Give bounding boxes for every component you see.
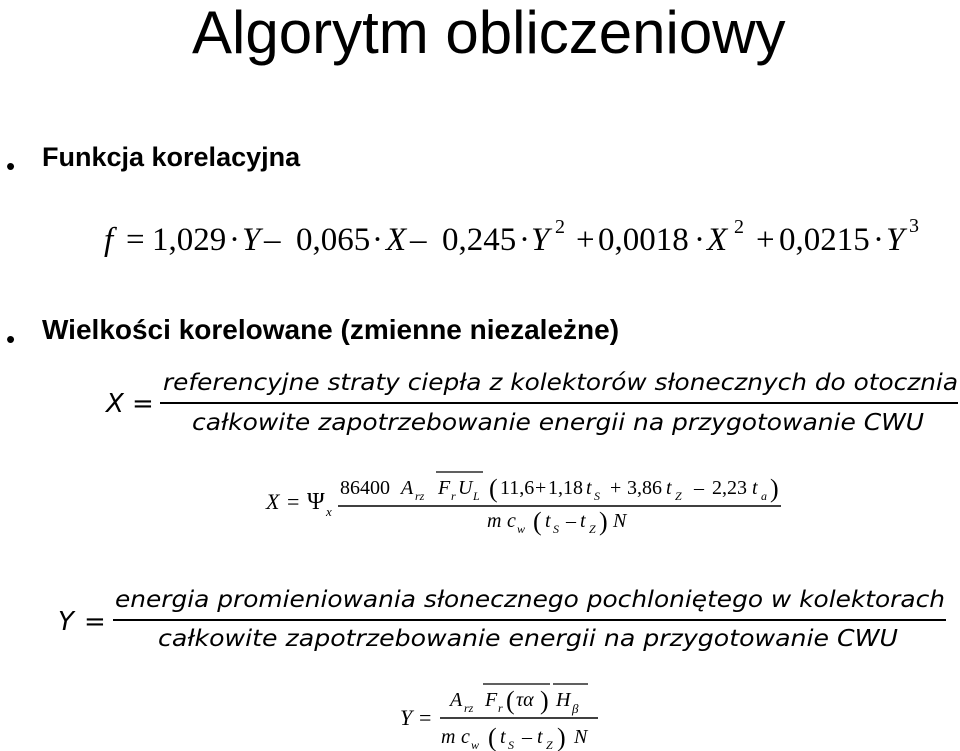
subscript: L [473,489,480,503]
subscript: r [498,701,503,715]
psi-symbol: Ψ [307,489,325,515]
var-y: Y [58,607,74,637]
constant: 2,23 [712,477,747,499]
plus-sign: + [756,222,775,258]
x-word-definition [104,370,958,436]
constant: 11,6 [500,477,535,499]
var-m: m [487,510,502,532]
y-formula [400,684,598,751]
equals-sign: = [132,389,154,419]
slide-title: Algorytm obliczeniowy [192,0,786,66]
subscript: w [517,522,526,536]
subscript: S [594,489,600,503]
minus-sign: – [410,222,427,258]
var-t: t [666,477,672,499]
coefficient-5: 0,0215 [779,222,870,258]
dot-operator: · [873,222,884,258]
var-n: N [613,510,627,532]
var-t: t [500,726,506,748]
var-y: Y [242,222,261,258]
subscript: rz [415,489,425,503]
subscript: Z [589,522,596,536]
paren-close: ) [557,723,566,751]
dot-operator: · [694,222,705,258]
dot-operator: · [519,222,530,258]
subscript: Z [546,738,553,751]
var-m: m [441,726,456,748]
fraction-numerator: energia promieniowania słonecznego pochloniętego w kolektorach [115,587,945,613]
constant: 1,18 [548,477,583,499]
var-f: F [438,477,451,499]
paren-open: ( [488,723,497,751]
var-n: N [574,726,588,748]
subscript: β [572,701,579,716]
var-y: Y [886,222,905,258]
x-formula [265,472,781,536]
exponent: 2 [734,216,744,238]
var-h: H [556,689,571,711]
fraction-denominator: całkowite zapotrzebowanie energii na przygotowanie CWU [192,410,925,436]
constant: 86400 [340,477,390,499]
var-x: X [386,222,407,258]
var-a: A [401,477,414,499]
exponent: 2 [555,216,565,238]
coefficient-3: 0,245 [442,222,517,258]
var-t: t [545,510,551,532]
coefficient-4: 0,0018 [598,222,689,258]
correlation-function-equation [104,215,919,258]
var-x: X [266,489,280,514]
minus-sign: – [522,726,532,748]
minus-sign: – [694,477,704,499]
minus-sign: – [264,222,281,258]
paren-close: ) [599,507,608,536]
subscript: S [553,522,559,536]
equals-sign: = [419,705,432,730]
constant: 3,86 [627,477,662,499]
var-y: Y [400,705,413,730]
var-u: U [458,477,473,499]
equals-sign: = [126,222,145,258]
bullet-text: Wielkości korelowane (zmienne niezależne) [42,314,620,345]
var-c: c [507,510,516,532]
var-a: A [450,689,463,711]
tau-alpha: τα [516,689,534,711]
subscript: Z [675,489,682,503]
subscript: rz [464,701,474,715]
dot-operator: · [372,222,383,258]
equals-sign: = [84,607,106,637]
dot-operator: · [229,222,240,258]
var-x: X [106,389,124,419]
plus-sign: + [576,222,595,258]
subscript: x [326,504,332,519]
paren-close: ) [540,686,549,715]
paren-close: ) [770,474,779,503]
subscript: r [451,489,456,503]
paren-open: ( [506,686,515,715]
var-c: c [461,726,470,748]
equals-sign: = [287,489,300,514]
bullet-text: Funkcja korelacyjna [42,142,301,172]
minus-sign: – [566,510,576,532]
var-t: t [752,477,758,499]
paren-open: ( [489,474,498,503]
coefficient-1: 1,029 [152,222,227,258]
plus-sign: + [535,477,547,499]
var-x: X [707,222,728,258]
var-t: t [537,726,543,748]
var-t: t [586,477,592,499]
paren-open: ( [533,507,542,536]
bullet-icon: • [6,151,16,181]
subscript: S [508,738,514,751]
exponent: 3 [909,215,919,237]
subscript: a [761,489,767,503]
coefficient-2: 0,065 [296,222,371,258]
y-word-definition [58,587,946,652]
fraction-denominator: całkowite zapotrzebowanie energii na przygotowanie CWU [158,626,899,652]
var-t: t [580,510,586,532]
fraction-numerator: referencyjne straty ciepła z kolektorów słonecznych do otocznia [163,370,958,396]
var-y: Y [531,222,550,258]
bullet-icon: • [6,324,16,354]
var-f: F [485,689,498,711]
plus-sign: + [610,477,622,499]
var-f: f [104,222,114,258]
subscript: w [471,738,480,751]
